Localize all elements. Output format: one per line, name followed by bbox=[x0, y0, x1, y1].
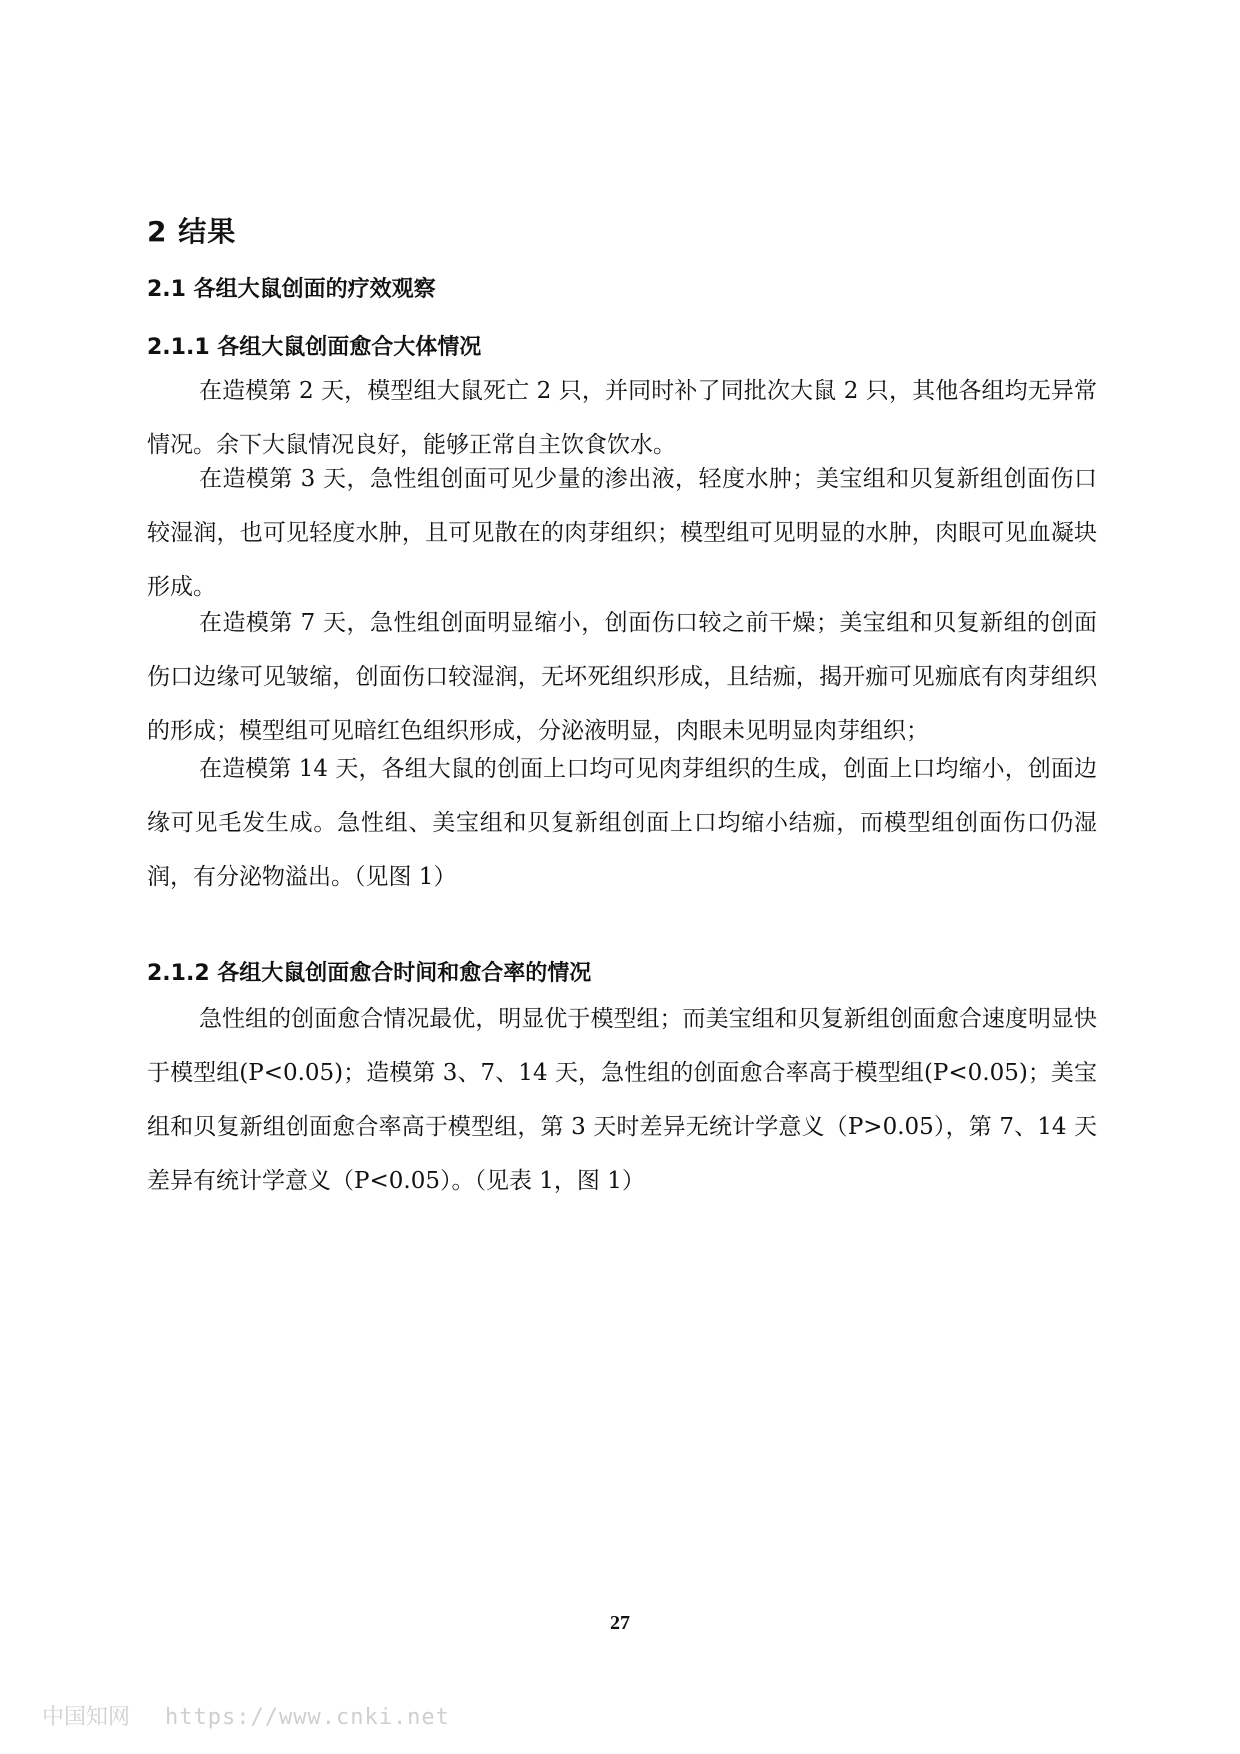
watermark-brand: 中国知网 bbox=[42, 1705, 131, 1730]
cnki-watermark bbox=[42, 1700, 450, 1731]
results-heading: 2 结果 bbox=[147, 215, 237, 248]
section-2-1-2-heading: 2.1.2 各组大鼠创面愈合时间和愈合率的情况 bbox=[147, 961, 592, 986]
paragraph-day7: 在造模第 7 天，急性组创面明显缩小，创面伤口较之前干燥；美宝组和贝复新组的创面伤口边缘可见皱缩，创面伤口较湿润，无坏死组织形成，且结痂，揭开痂可见痂底有肉芽组织的形成；模型组可见暗红色组织形成，分泌液明显，肉眼未见明显肉芽组织； bbox=[147, 610, 1097, 744]
paragraph-day14: 在造模第 14 天，各组大鼠的创面上口均可见肉芽组织的生成，创面上口均缩小，创面边缘可见毛发生成。急性组、美宝组和贝复新组创面上口均缩小结痂，而模型组创面伤口仍湿润，有分泌物溢出。（见图 1） bbox=[147, 756, 1097, 890]
watermark-url: https://www.cnki.net bbox=[165, 1705, 450, 1730]
paragraph-day3: 在造模第 3 天，急性组创面可见少量的渗出液，轻度水肿；美宝组和贝复新组创面伤口较湿润，也可见轻度水肿，且可见散在的肉芽组织；模型组可见明显的水肿，肉眼可见血凝块形成。 bbox=[147, 466, 1097, 600]
section-2-1-1-heading: 2.1.1 各组大鼠创面愈合大体情况 bbox=[147, 335, 482, 360]
section-2-1-heading: 2.1 各组大鼠创面的疗效观察 bbox=[147, 277, 436, 302]
page-number: 27 bbox=[610, 1612, 630, 1634]
paragraph-healing-rate: 急性组的创面愈合情况最优，明显优于模型组；而美宝组和贝复新组创面愈合速度明显快于模型组(P<0.05)；造模第 3、7、14 天，急性组的创面愈合率高于模型组(P<0.05)；美宝组和贝复新组创面愈合率高于模型组，第 3 天时差异无统计学意义（P>0.05），第 7、14 天差异有统计学意义（P<0.05）。（见表 1，图 1） bbox=[147, 1006, 1097, 1194]
paragraph-day2: 在造模第 2 天，模型组大鼠死亡 2 只，并同时补了同批次大鼠 2 只，其他各组均无异常情况。余下大鼠情况良好，能够正常自主饮食饮水。 bbox=[147, 378, 1097, 458]
